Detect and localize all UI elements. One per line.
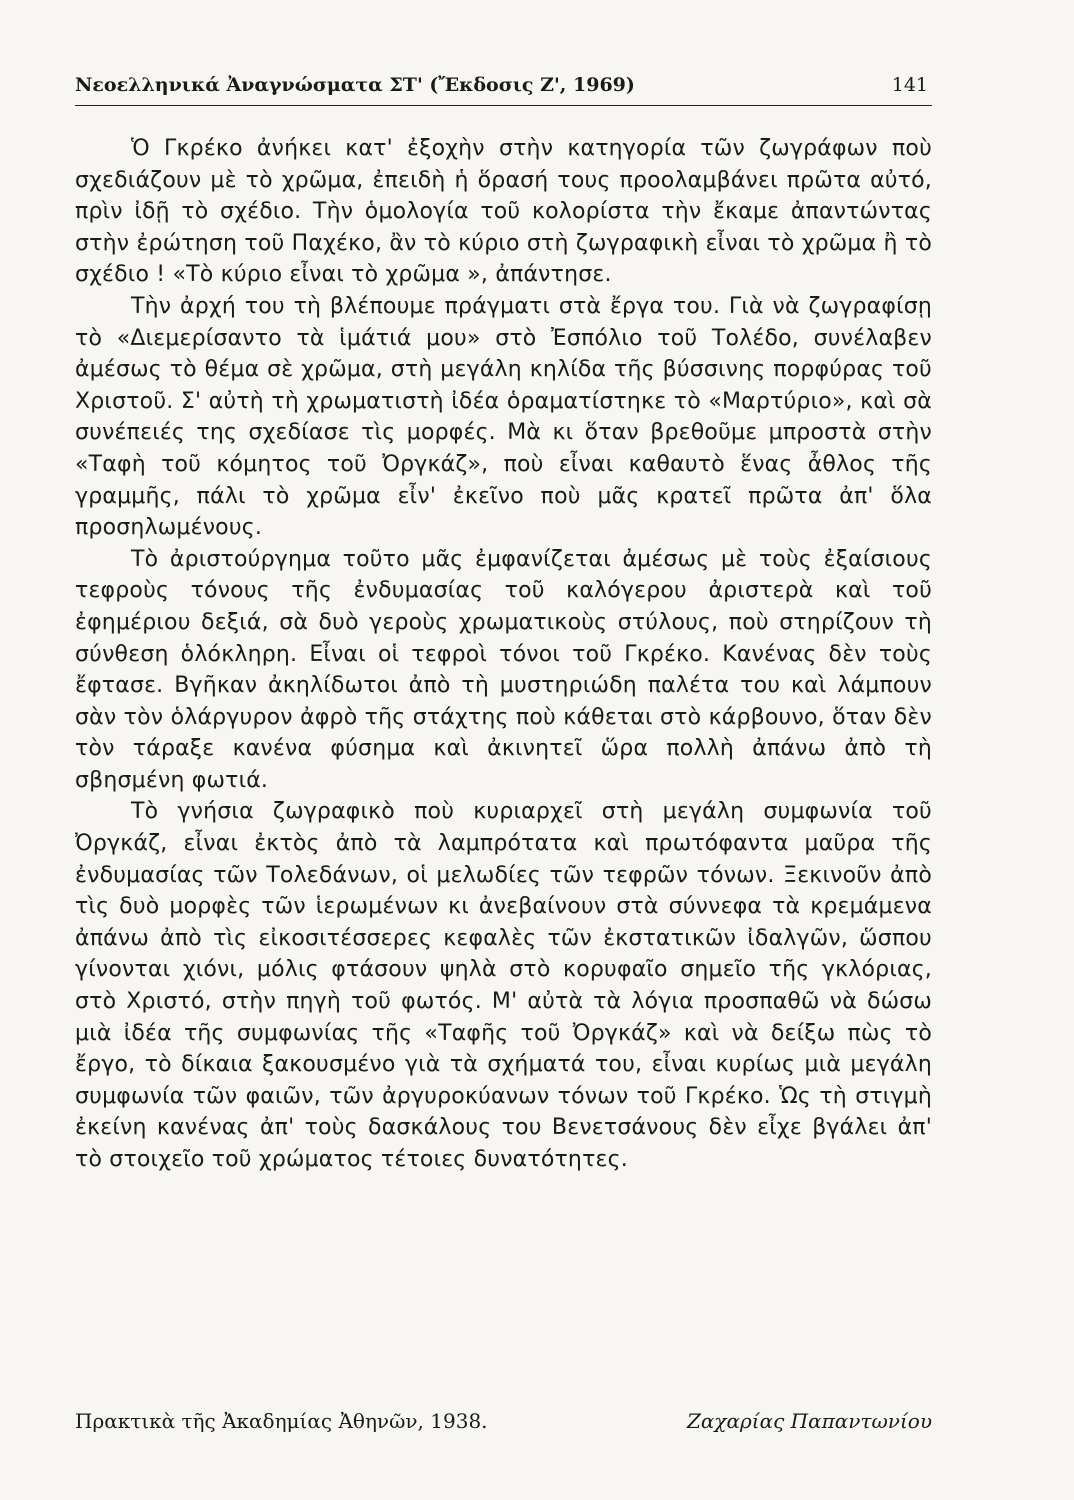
running-header (75, 70, 932, 100)
paragraph-1: Ὁ Γκρέκο ἀνήκει κατ' ἐξοχὴν στὴν κατηγορία τῶν ζωγράφων ποὺ σχεδιάζουν μὲ τὸ χρῶμα, ἐπειδὴ ἡ ὅρασή τους προολαμβάνει πρῶτα αὐτό, πρὶν ἰδῇ τὸ σχέδιο. Τὴν ὁμολογία τοῦ κολορίστα τὴν ἔκαμε ἀπαντώντας στὴν ἐρώτηση τοῦ Παχέκο, ἂν τὸ κύριο στὴ ζωγραφικὴ εἶναι τὸ χρῶμα ἢ τὸ σχέδιο ! «Τὸ κύριο εἶναι τὸ χρῶμα », ἀπάντησε. (75, 136, 932, 288)
author-name: Ζαχαρίας Παπαντωνίου (686, 1409, 932, 1433)
attribution (75, 1406, 932, 1436)
header-title: Νεοελληνικά Ἀναγνώσματα ΣΤ' (Ἔκδοσις Ζ', 1969) (75, 74, 635, 96)
header-rule (75, 105, 932, 106)
paragraph-2: Τὴν ἀρχή του τὴ βλέπουμε πράγματι στὰ ἔργα του. Γιὰ νὰ ζωγραφίσῃ τὸ «Διεμερίσαντο τὰ ἱμάτιά μου» στὸ Ἐσπόλιο τοῦ Τολέδο, συνέλαβεν ἀμέσως τὸ θέμα σὲ χρῶμα, στὴ μεγάλη κηλίδα τῆς βύσσινης πορφύρας τοῦ Χριστοῦ. Σ' αὐτὴ τὴ χρωματιστὴ ἰδέα ὁραματίστηκε τὸ «Μαρτύριο», καὶ σὰ συνέπειές της σχεδίασε τὶς μορφές. Μὰ κι ὅταν βρεθοῦμε μπροστὰ στὴν «Ταφὴ τοῦ κόμητος τοῦ Ὀργκάζ», ποὺ εἶναι καθαυτὸ ἕνας ἆθλος τῆς γραμμῆς, πάλι τὸ χρῶμα εἶν' ἐκεῖνο ποὺ μᾶς κρατεῖ πρῶτα ἀπ' ὅλα προσηλωμένους. (75, 293, 932, 541)
source-citation: Πρακτικὰ τῆς Ἀκαδημίας Ἀθηνῶν, 1938. (75, 1409, 488, 1433)
paragraph-4: Τὸ γνήσια ζωγραφικὸ ποὺ κυριαρχεῖ στὴ μεγάλη συμφωνία τοῦ Ὀργκάζ, εἶναι ἐκτὸς ἀπὸ τὰ λαμπρότατα καὶ πρωτόφαντα μαῦρα τῆς ἐνδυμασίας τῶν Τολεδάνων, οἱ μελωδίες τῶν τεφρῶν τόνων. Ξεκινοῦν ἀπὸ τὶς δυὸ μορφὲς τῶν ἱερωμένων κι ἀνεβαίνουν στὰ σύννεφα τὰ κρεμάμενα ἀπάνω ἀπὸ τὶς εἰκοσιτέσσερες κεφαλὲς τῶν ἐκστατικῶν ἰδαλγῶν, ὥσπου γίνονται χιόνι, μόλις φτάσουν ψηλὰ στὸ κορυφαῖο σημεῖο τῆς γκλόριας, στὸ Χριστό, στὴν πηγὴ τοῦ φωτός. Μ' αὐτὰ τὰ λόγια προσπαθῶ νὰ δώσω μιὰ ἰδέα τῆς συμφωνίας τῆς «Ταφῆς τοῦ Ὀργκάζ» καὶ νὰ δείξω πὼς τὸ ἔργο, τὸ δίκαια ξακουσμένο γιὰ τὰ σχήματά του, εἶναι κυρίως μιὰ μεγάλη συμφωνία τῶν φαιῶν, τῶν ἀργυροκύανων τόνων τοῦ Γκρέκο. Ὡς τὴ στιγμὴ ἐκείνη κανένας ἀπ' τοὺς δασκάλους του Βενετσάνους δὲν εἶχε βγάλει ἀπ' τὸ στοιχεῖο τοῦ χρώματος τέτοιες δυνατότητες. (75, 799, 932, 1172)
page-number: 141 (891, 74, 928, 96)
article-body (75, 133, 932, 1176)
paragraph-3: Τὸ ἀριστούργημα τοῦτο μᾶς ἐμφανίζεται ἀμέσως μὲ τοὺς ἐξαίσιους τεφροὺς τόνους τῆς ἐνδυμασίας τοῦ καλόγερου ἀριστερὰ καὶ τοῦ ἐφημέριου δεξιά, σὰ δυὸ γεροὺς χρωματικοὺς στύλους, ποὺ στηρίζουν τὴ σύνθεση ὁλόκληρη. Εἶναι οἱ τεφροὶ τόνοι τοῦ Γκρέκο. Κανένας δὲν τοὺς ἔφτασε. Βγῆκαν ἀκηλίδωτοι ἀπὸ τὴ μυστηριώδη παλέτα του καὶ λάμπουν σὰν τὸν ὁλάργυρον ἀφρὸ τῆς στάχτης ποὺ κάθεται στὸ κάρβουνο, ὅταν δὲν τὸν τάραξε κανένα φύσημα καὶ ἀκινητεῖ ὥρα πολλὴ ἀπάνω ἀπὸ τὴ σβησμένη φωτιά. (75, 546, 932, 793)
